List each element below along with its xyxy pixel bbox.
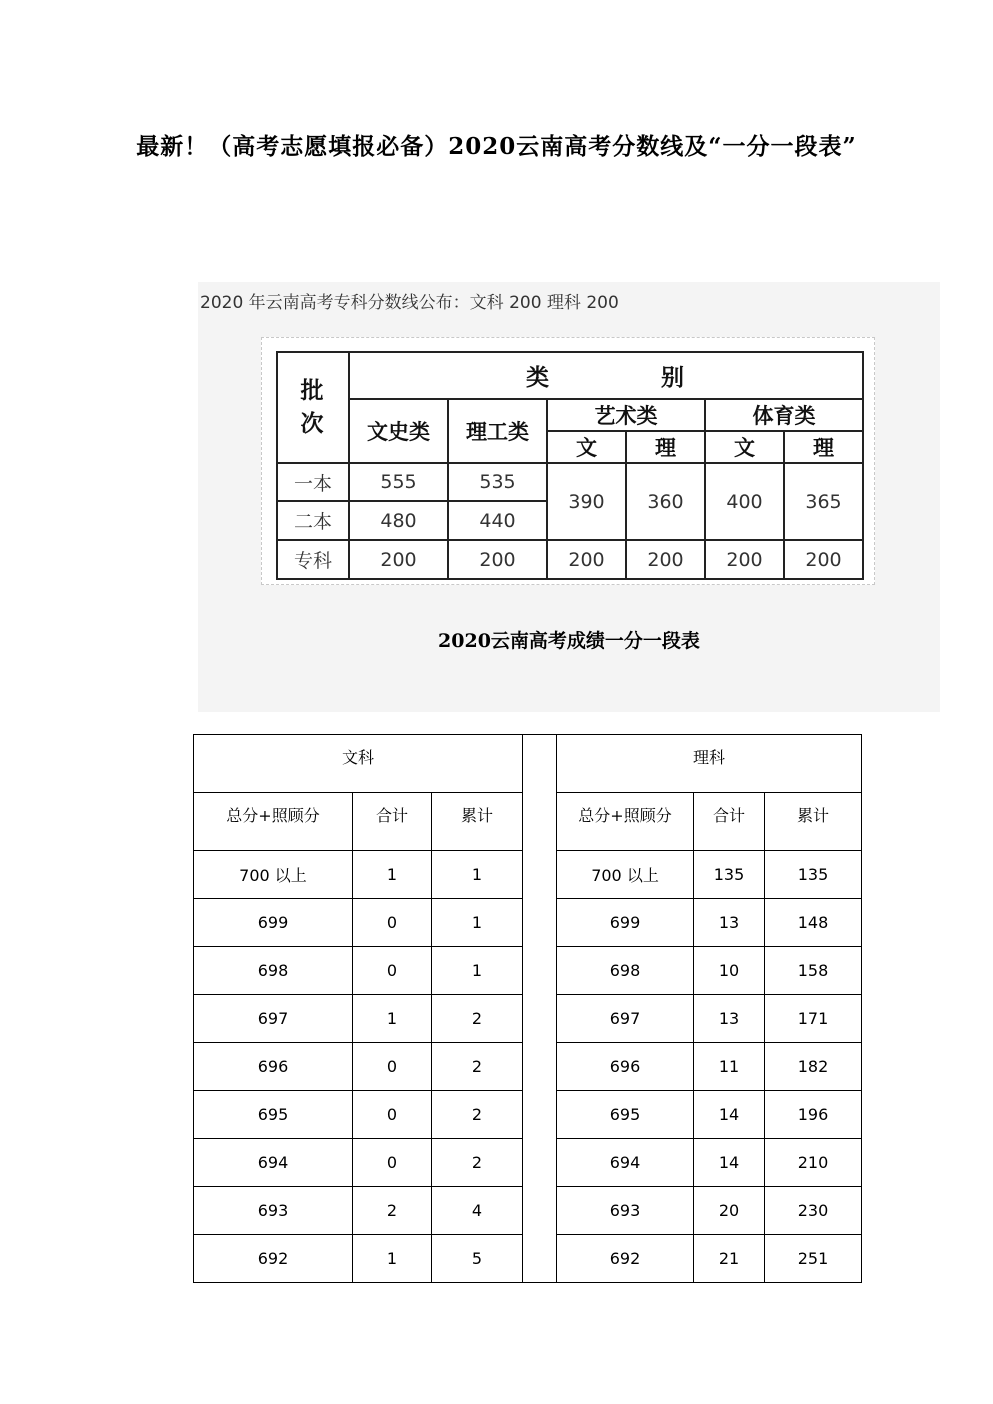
document-title: 最新！（高考志愿填报必备）2020云南高考分数线及“一分一段表” [136, 133, 857, 160]
row-label: 一本 [277, 463, 349, 501]
w-score-cell: 699 [194, 899, 353, 947]
l-score-header: 总分+照顾分 [557, 793, 694, 851]
yishu-header: 艺术类 [547, 399, 705, 431]
tiyu-wen-cell: 200 [705, 540, 784, 579]
l-cum-cell: 182 [765, 1043, 862, 1091]
w-score-cell: 698 [194, 947, 353, 995]
w-cum-cell: 4 [432, 1187, 523, 1235]
w-score-cell: 697 [194, 995, 353, 1043]
l-count-cell: 135 [694, 851, 765, 899]
tiyu-wen-cell: 400 [705, 463, 784, 540]
l-cum-cell: 135 [765, 851, 862, 899]
score-rank-table [193, 734, 862, 1283]
w-count-cell: 1 [353, 995, 432, 1043]
yishu-wen-header: 文 [547, 431, 626, 463]
w-count-cell: 2 [353, 1187, 432, 1235]
w-count-cell: 0 [353, 947, 432, 995]
l-score-cell: 695 [557, 1091, 694, 1139]
l-score-cell: 696 [557, 1043, 694, 1091]
table-spacer-column [523, 735, 557, 1283]
w-cum-cell: 1 [432, 899, 523, 947]
category-header-part1: 类 [526, 364, 551, 391]
cutoff-score-table [276, 351, 864, 580]
tiyu-li-cell: 200 [784, 540, 863, 579]
w-score-header: 总分+照顾分 [194, 793, 353, 851]
l-cum-cell: 196 [765, 1091, 862, 1139]
l-count-cell: 13 [694, 899, 765, 947]
w-score-cell: 700 以上 [194, 851, 353, 899]
w-cum-cell: 5 [432, 1235, 523, 1283]
yishu-wen-cell: 390 [547, 463, 626, 540]
l-cum-cell: 158 [765, 947, 862, 995]
batch-header: 批 次 [277, 352, 349, 463]
tiyu-li-header: 理 [784, 431, 863, 463]
row-label: 二本 [277, 501, 349, 540]
like-header: 理科 [557, 735, 862, 793]
w-cum-cell: 2 [432, 995, 523, 1043]
l-count-cell: 14 [694, 1139, 765, 1187]
category-header [349, 352, 863, 399]
w-score-cell: 693 [194, 1187, 353, 1235]
l-score-cell: 697 [557, 995, 694, 1043]
l-count-cell: 14 [694, 1091, 765, 1139]
w-count-cell: 1 [353, 851, 432, 899]
category-header-part2: 别 [661, 364, 686, 391]
l-score-cell: 694 [557, 1139, 694, 1187]
l-score-cell: 698 [557, 947, 694, 995]
l-cum-cell: 171 [765, 995, 862, 1043]
l-cum-cell: 148 [765, 899, 862, 947]
l-score-cell: 699 [557, 899, 694, 947]
tiyu-header: 体育类 [705, 399, 863, 431]
wenshi-header: 文史类 [349, 399, 448, 463]
wenshi-cell: 480 [349, 501, 448, 540]
w-cum-cell: 2 [432, 1139, 523, 1187]
tiyu-li-cell: 365 [784, 463, 863, 540]
l-count-cell: 11 [694, 1043, 765, 1091]
wenshi-cell: 200 [349, 540, 448, 579]
w-count-cell: 0 [353, 1091, 432, 1139]
row-label: 专科 [277, 540, 349, 579]
ligong-cell: 440 [448, 501, 547, 540]
l-cum-header: 累计 [765, 793, 862, 851]
l-count-cell: 13 [694, 995, 765, 1043]
tiyu-wen-header: 文 [705, 431, 784, 463]
w-cum-cell: 1 [432, 851, 523, 899]
l-count-header: 合计 [694, 793, 765, 851]
l-count-cell: 21 [694, 1235, 765, 1283]
w-cum-cell: 2 [432, 1091, 523, 1139]
w-cum-cell: 1 [432, 947, 523, 995]
yishu-li-header: 理 [626, 431, 705, 463]
wenshi-cell: 555 [349, 463, 448, 501]
w-score-cell: 692 [194, 1235, 353, 1283]
yishu-wen-cell: 200 [547, 540, 626, 579]
l-score-cell: 700 以上 [557, 851, 694, 899]
l-cum-cell: 210 [765, 1139, 862, 1187]
yishu-li-cell: 200 [626, 540, 705, 579]
w-score-cell: 694 [194, 1139, 353, 1187]
w-count-cell: 0 [353, 1043, 432, 1091]
l-score-cell: 692 [557, 1235, 694, 1283]
yishu-li-cell: 360 [626, 463, 705, 540]
rank-table-title: 2020云南高考成绩一分一段表 [438, 630, 700, 652]
l-count-cell: 10 [694, 947, 765, 995]
w-count-header: 合计 [353, 793, 432, 851]
l-cum-cell: 251 [765, 1235, 862, 1283]
w-score-cell: 695 [194, 1091, 353, 1139]
l-score-cell: 693 [557, 1187, 694, 1235]
w-count-cell: 0 [353, 1139, 432, 1187]
w-score-cell: 696 [194, 1043, 353, 1091]
wenke-header: 文科 [194, 735, 523, 793]
w-cum-cell: 2 [432, 1043, 523, 1091]
ligong-cell: 535 [448, 463, 547, 501]
w-count-cell: 1 [353, 1235, 432, 1283]
w-count-cell: 0 [353, 899, 432, 947]
image-caption: 2020 年云南高考专科分数线公布：文科 200 理科 200 [200, 293, 619, 313]
ligong-header: 理工类 [448, 399, 547, 463]
ligong-cell: 200 [448, 540, 547, 579]
w-cum-header: 累计 [432, 793, 523, 851]
l-count-cell: 20 [694, 1187, 765, 1235]
l-cum-cell: 230 [765, 1187, 862, 1235]
